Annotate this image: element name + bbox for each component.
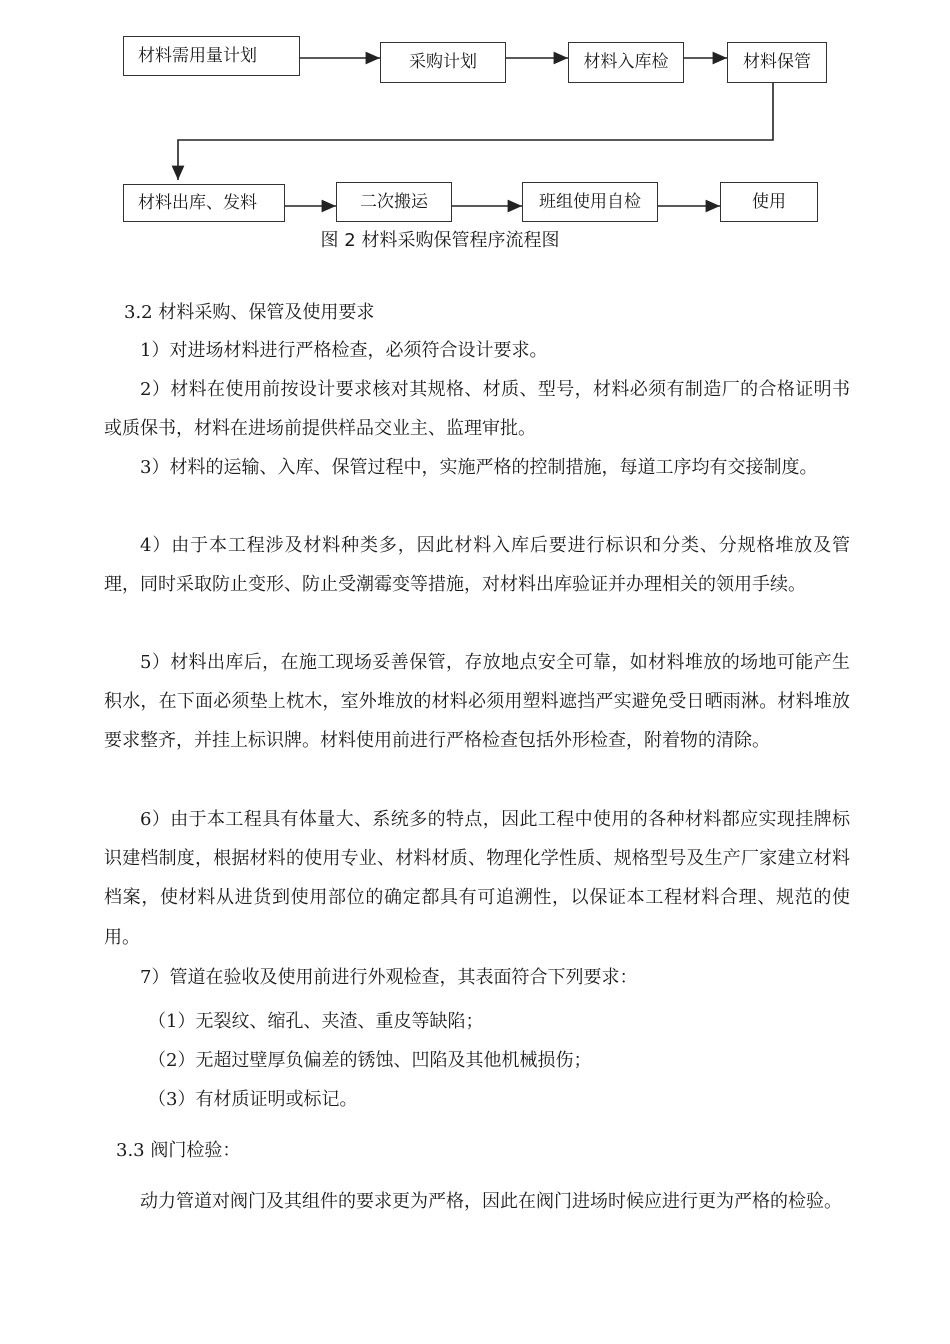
flow-box-6: 二次搬运 bbox=[336, 182, 452, 222]
figure-caption: 图 2 材料采购保管程序流程图 bbox=[320, 230, 560, 251]
flow-box-2: 采购计划 bbox=[380, 42, 506, 83]
arrow-4-5 bbox=[178, 83, 773, 180]
section-3-2-heading: 3.2 材料采购、保管及使用要求 bbox=[124, 302, 375, 323]
section-3-3-heading: 3.3 阀门检验： bbox=[116, 1140, 241, 1161]
item-1: 1）对进场材料进行严格检查，必须符合设计要求。 bbox=[140, 340, 548, 361]
flow-box-3: 材料入库检 bbox=[568, 42, 684, 83]
item-6: 6）由于本工程具有体量大、系统多的特点，因此工程中使用的各种材料都应实现挂牌标识建档制度，根据材料的使用专业、材料材质、物理化学性质、规格型号及生产厂家建立材料档案，使材料从进货到使用部位的确定都具有可追溯性，以保证本工程材料合理、规范的使用。 bbox=[104, 809, 850, 948]
subitem-3: （3）有材质证明或标记。 bbox=[148, 1089, 358, 1110]
flow-box-8: 使用 bbox=[720, 182, 818, 222]
item-5: 5）材料出库后，在施工现场妥善保管，存放地点安全可靠，如材料堆放的场地可能产生积水，在下面必须垫上枕木，室外堆放的材料必须用塑料遮挡严实避免受日晒雨淋。材料堆放要求整齐，并挂上标识牌。材料使用前进行严格检查包括外形检查，附着物的清除。 bbox=[104, 652, 850, 752]
item-7: 7）管道在验收及使用前进行外观检查，其表面符合下列要求： bbox=[140, 967, 638, 988]
flow-box-7: 班组使用自检 bbox=[522, 182, 658, 222]
flow-box-5: 材料出库、发料 bbox=[123, 184, 285, 222]
flow-box-4: 材料保管 bbox=[727, 42, 827, 83]
flow-box-1: 材料需用量计划 bbox=[123, 36, 300, 76]
item-4: 4）由于本工程涉及材料种类多，因此材料入库后要进行标识和分类、分规格堆放及管理，同时采取防止变形、防止受潮霉变等措施，对材料出库验证并办理相关的领用手续。 bbox=[104, 535, 850, 596]
item-3: 3）材料的运输、入库、保管过程中，实施严格的控制措施，每道工序均有交接制度。 bbox=[140, 457, 818, 478]
subitem-1: （1）无裂纹、缩孔、夹渣、重皮等缺陷； bbox=[148, 1011, 484, 1032]
item-2: 2）材料在使用前按设计要求核对其规格、材质、型号，材料必须有制造厂的合格证明书或质保书，材料在进场前提供样品交业主、监理审批。 bbox=[104, 379, 850, 440]
flowchart bbox=[0, 0, 950, 260]
section-3-3-paragraph: 动力管道对阀门及其组件的要求更为严格，因此在阀门进场时候应进行更为严格的检验。 bbox=[140, 1191, 842, 1212]
subitem-2: （2）无超过壁厚负偏差的锈蚀、凹陷及其他机械损伤； bbox=[148, 1050, 592, 1071]
